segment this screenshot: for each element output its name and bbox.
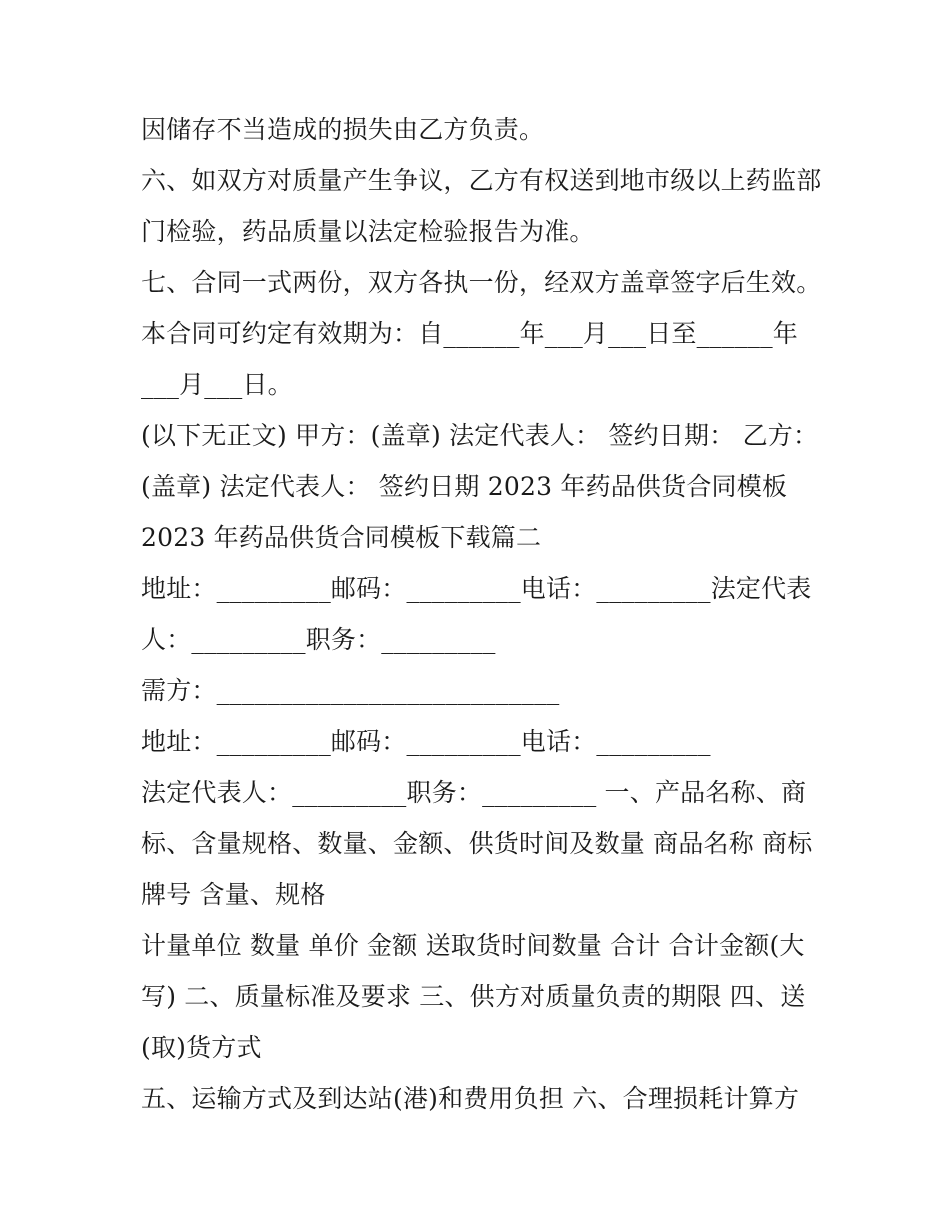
text-line: 人：_________职务：_________ — [141, 625, 496, 654]
text-line: 法定代表人：_________职务：_________ 一、产品名称、商 — [141, 778, 807, 807]
text-line: 本合同可约定有效期为：自______年___月___日至______年 — [141, 319, 799, 348]
text-line: 因储存不当造成的损失由乙方负责。 — [141, 115, 545, 144]
document-body — [141, 108, 831, 1128]
text-line: 写) 二、质量标准及要求 三、供方对质量负责的期限 四、送 — [141, 982, 806, 1011]
text-line: ___月___日。 — [141, 370, 293, 399]
text-line: 五、运输方式及到达站(港)和费用负担 六、合理损耗计算方 — [141, 1084, 800, 1113]
text-line: 标、含量规格、数量、金额、供货时间及数量 商品名称 商标 — [141, 829, 813, 858]
text-line: 地址：_________邮码：_________电话：_________ — [141, 727, 711, 756]
text-line: 牌号 含量、规格 — [141, 880, 326, 909]
text-line: 计量单位 数量 单价 金额 送取货时间数量 合计 合计金额(大 — [141, 931, 805, 960]
text-line: (盖章) 法定代表人： 签约日期 2023 年药品供货合同模板 — [141, 472, 788, 501]
text-line: (以下无正文) 甲方：(盖章) 法定代表人： 签约日期： 乙方： — [141, 421, 819, 450]
text-line: 地址：_________邮码：_________电话：_________法定代表 — [141, 574, 812, 603]
text-line: 门检验，药品质量以法定检验报告为准。 — [141, 217, 595, 246]
text-line: 需方：___________________________ — [141, 676, 560, 705]
text-line: 2023 年药品供货合同模板下载篇二 — [141, 523, 542, 552]
text-line: 七、合同一式两份，双方各执一份，经双方盖章签字后生效。 — [141, 268, 822, 297]
text-line: (取)货方式 — [141, 1033, 262, 1062]
text-line: 六、如双方对质量产生争议，乙方有权送到地市级以上药监部 — [141, 166, 822, 195]
